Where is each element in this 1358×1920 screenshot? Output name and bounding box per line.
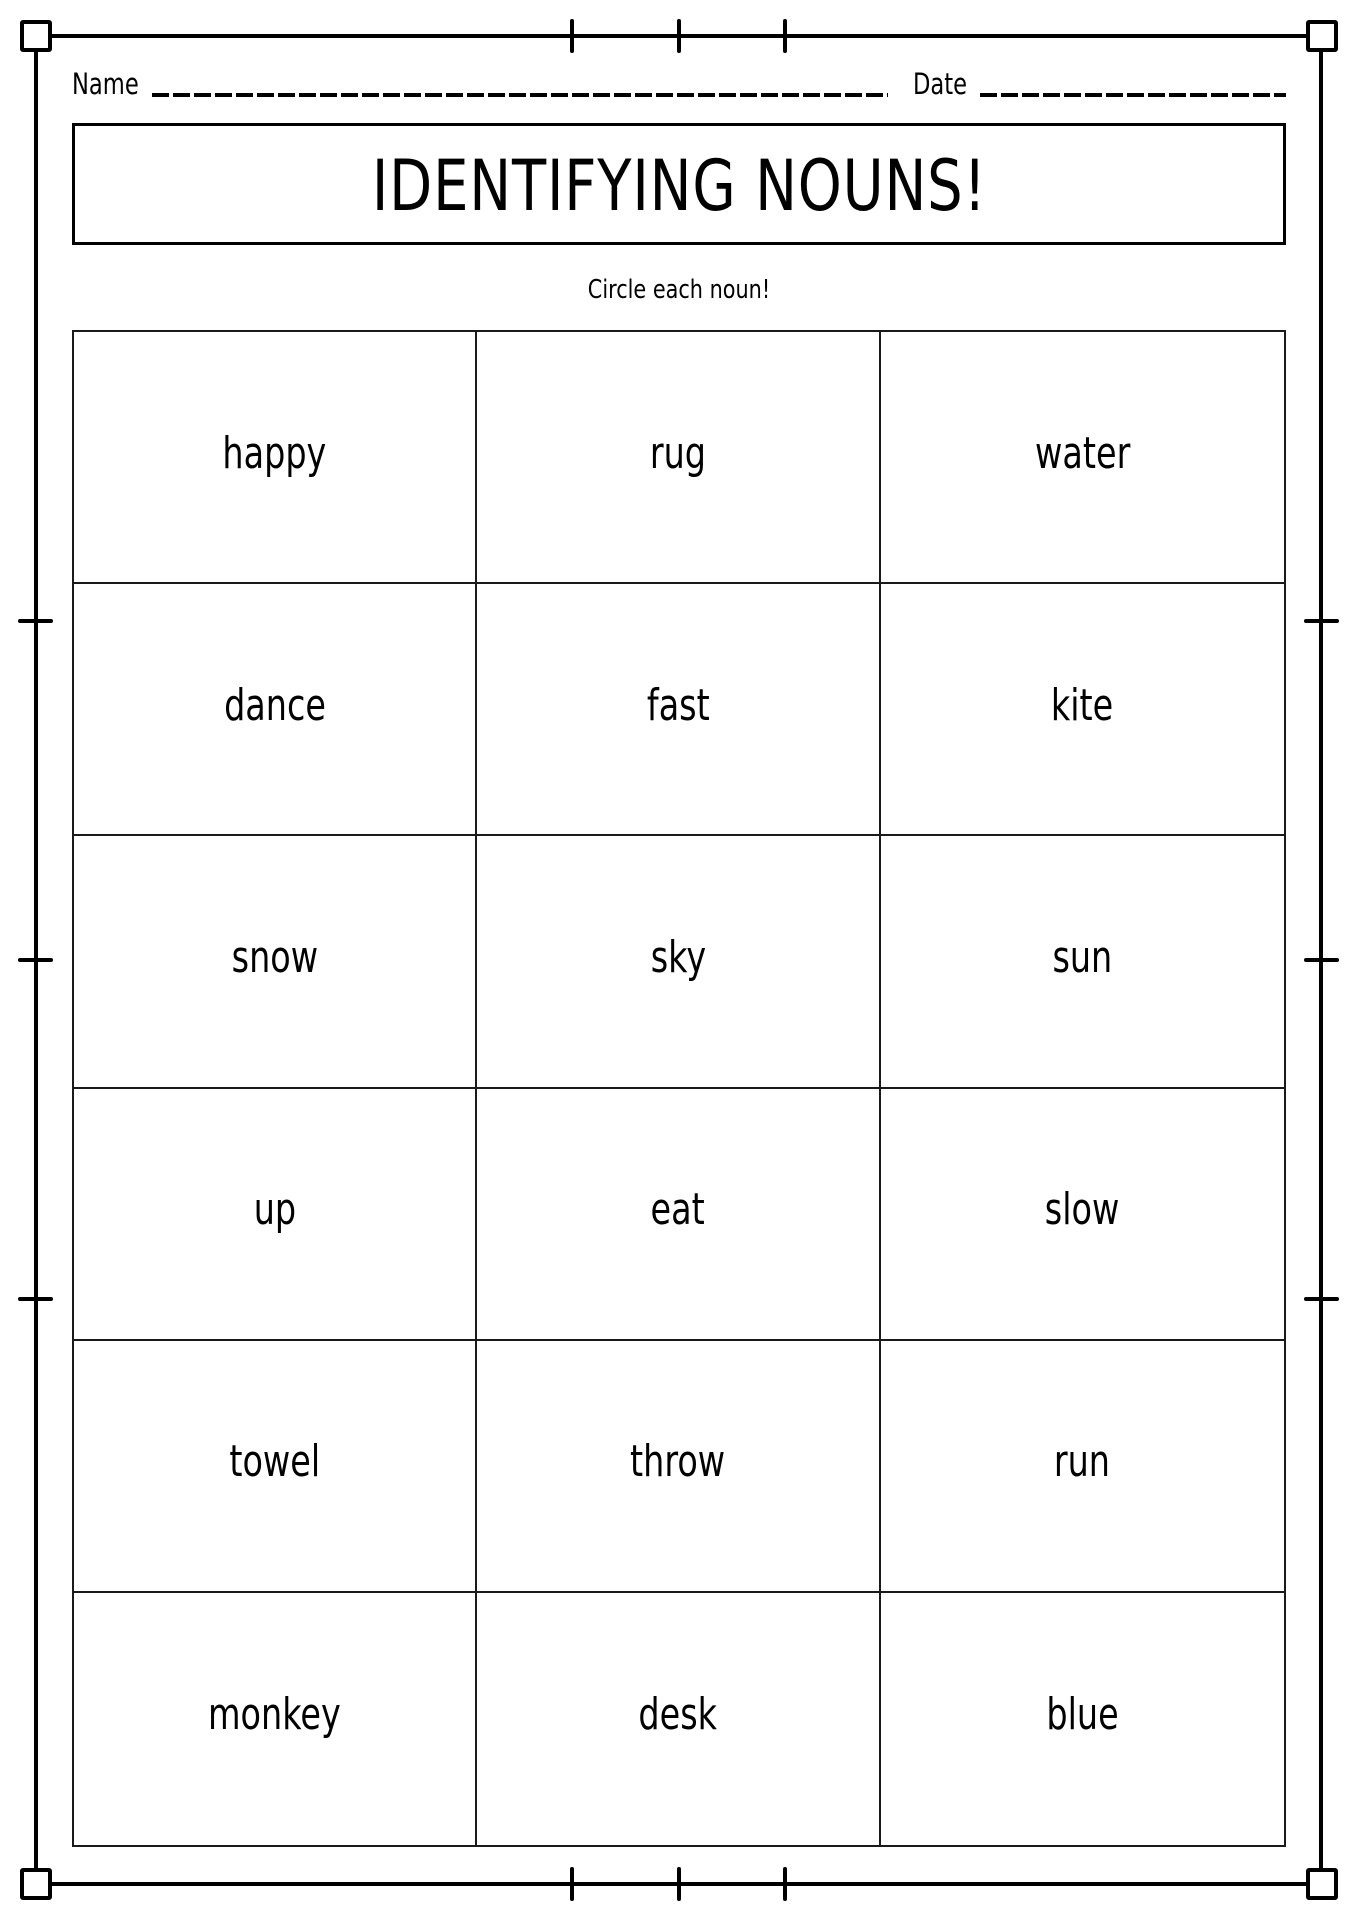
word-cell[interactable] (74, 836, 477, 1088)
frame-corner-bottom-right (1306, 1868, 1338, 1900)
word: sky (650, 931, 706, 983)
word-cell[interactable] (74, 332, 477, 584)
frame-tick (1304, 958, 1339, 962)
frame-tick (1304, 1297, 1339, 1301)
date-label: Date (913, 67, 968, 101)
frame-tick (18, 1297, 53, 1301)
frame-tick (1304, 619, 1339, 623)
date-field[interactable] (980, 93, 1286, 97)
word: kite (1051, 679, 1114, 731)
frame-tick (677, 1867, 681, 1901)
word-cell[interactable] (477, 332, 880, 584)
name-field[interactable] (152, 93, 888, 97)
word: up (253, 1184, 296, 1236)
name-label: Name (72, 67, 139, 101)
word: slow (1045, 1184, 1120, 1236)
frame-corner-bottom-left (20, 1868, 52, 1900)
word-cell[interactable] (74, 1089, 477, 1341)
word: run (1054, 1436, 1111, 1488)
word-cell[interactable] (477, 1089, 880, 1341)
word-cell[interactable] (881, 1341, 1284, 1593)
frame-corner-top-right (1306, 20, 1338, 52)
word-cell[interactable] (881, 332, 1284, 584)
word-cell[interactable] (881, 1593, 1284, 1845)
title-box (72, 123, 1286, 245)
frame-tick (783, 1867, 787, 1901)
instructions (0, 272, 1358, 308)
word: monkey (208, 1689, 342, 1741)
frame-tick (18, 958, 53, 962)
word: dance (223, 679, 326, 731)
word: sun (1052, 931, 1113, 983)
word-cell[interactable] (74, 584, 477, 836)
word: snow (231, 931, 318, 983)
word-cell[interactable] (881, 836, 1284, 1088)
word-cell[interactable] (477, 836, 880, 1088)
frame-tick (783, 19, 787, 53)
word: eat (650, 1184, 706, 1236)
word-cell[interactable] (881, 584, 1284, 836)
word-cell[interactable] (477, 584, 880, 836)
frame-tick (570, 1867, 574, 1901)
word: desk (638, 1689, 718, 1741)
instructions-text: Circle each noun! (587, 275, 771, 305)
word-grid (72, 330, 1286, 1847)
word: fast (646, 679, 710, 731)
word-cell[interactable] (477, 1341, 880, 1593)
word-cell[interactable] (477, 1593, 880, 1845)
word: towel (229, 1436, 321, 1488)
frame-tick (677, 19, 681, 53)
word: rug (649, 427, 707, 479)
word: throw (630, 1436, 726, 1488)
word: happy (222, 427, 327, 479)
frame-tick (18, 619, 53, 623)
word-cell[interactable] (74, 1593, 477, 1845)
frame-corner-top-left (20, 20, 52, 52)
word: blue (1046, 1689, 1119, 1741)
word: water (1034, 427, 1130, 479)
word-cell[interactable] (881, 1089, 1284, 1341)
word-cell[interactable] (74, 1341, 477, 1593)
frame-tick (570, 19, 574, 53)
page-title: IDENTIFYING NOUNS! (371, 145, 987, 227)
